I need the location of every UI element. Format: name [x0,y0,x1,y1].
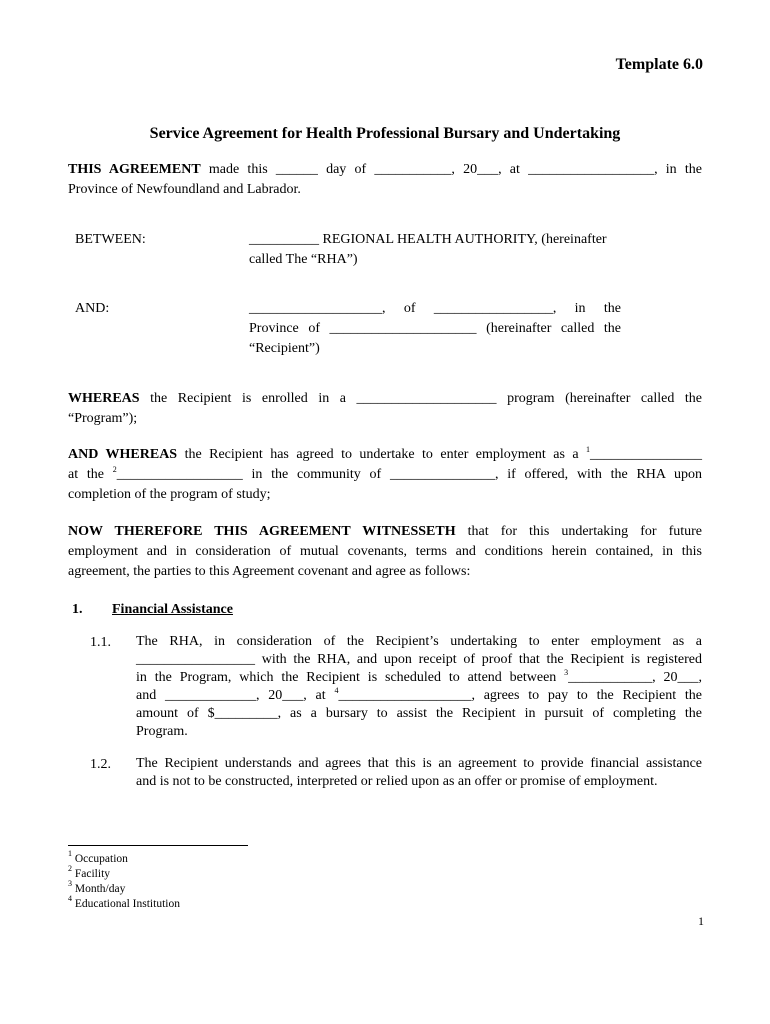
footnotes [68,849,180,912]
clause-1-2-text [136,755,702,791]
footnote-ref-1: 1 [586,445,591,454]
whereas-paragraph [68,389,702,429]
clause-1-1-line-2: _________________ with the RHA, and upon receipt of proof that the Recipient is registered [136,652,702,667]
intro-paragraph [68,160,702,200]
and-whereas-line-2: at the $^2$__________________ in the community of _______________, if offered, with the RHA upon [68,465,702,482]
now-therefore-line-1: NOW THEREFORE THIS AGREEMENT WITNESSETH that for this undertaking for future [68,524,703,539]
section-1-number: 1. [72,602,83,617]
footnote-ref-4: 4 [334,686,339,695]
and-line-1: ___________________, of _________________, in the [249,301,621,316]
whereas-line-1: WHEREAS the Recipient is enrolled in a ____________________ program (hereinafter called the [68,391,702,406]
and-whereas-line-1: AND WHEREAS the Recipient has agreed to undertake to enter employment as a $^1$________________ [68,445,703,462]
footnote-ref-3: 3 [564,668,569,677]
template-label: Template 6.0 [615,56,703,73]
footnote-divider [68,845,248,846]
between-label: BETWEEN: [75,232,146,247]
between-block [249,230,641,270]
between-line-1: __________ REGIONAL HEALTH AUTHORITY, (hereinafter [249,232,607,247]
now-therefore-line-2: employment and in consideration of mutual covenants, terms and conditions herein contained, in this [68,544,702,559]
footnote: $^1$ Occupation [68,849,128,865]
whereas-line-2: “Program”); [68,411,138,426]
clause-1-1-line-6: Program. [136,724,188,739]
document-title: Service Agreement for Health Professional Bursary and Undertaking [149,125,621,142]
clause-1-1-line-5: amount of $_________, as a bursary to assist the Recipient in pursuit of completing the [136,706,702,721]
intro-line-1: THIS AGREEMENT made this ______ day of ___________, 20___, at __________________, in the [68,162,702,177]
whereas-lead: WHEREAS [68,391,140,406]
clause-1-1-line-1: The RHA, in consideration of the Recipient’s undertaking to enter employment as a [136,634,702,649]
intro-line-2: Province of Newfoundland and Labrador. [68,182,301,197]
and-whereas-line-3: completion of the program of study; [68,487,271,502]
and-whereas-lead: AND WHEREAS [68,447,178,462]
clause-1-1-line-4: and _____________, 20___, at $^4$___________________, agrees to pay to the Recipient the [136,686,702,703]
and-whereas-paragraph [68,445,702,505]
and-block [249,299,621,359]
clause-1-1-number: 1.1. [90,635,111,650]
clause-1-1-line-3: in the Program, which the Recipient is scheduled to attend between $^3$____________, 20___, [136,668,703,685]
now-therefore-line-3: agreement, the parties to this Agreement covenant and agree as follows: [68,564,471,579]
footnote: $^4$ Educational Institution [68,894,180,910]
footnote: $^3$ Month/day [68,879,126,895]
clause-1-1-text [136,633,702,741]
footnote-ref-2: 2 [112,465,117,474]
clause-1-2-number: 1.2. [90,757,111,772]
now-therefore-lead: NOW THEREFORE THIS AGREEMENT WITNESSETH [68,524,456,539]
and-line-3: “Recipient”) [249,341,320,356]
between-line-2: called The “RHA”) [249,252,358,267]
and-label: AND: [75,301,110,316]
clause-1-2-line-1: The Recipient understands and agrees that this is an agreement to provide financial assistance [136,756,702,771]
footnote: $^2$ Facility [68,864,111,880]
now-therefore-paragraph [68,522,702,582]
intro-lead: THIS AGREEMENT [68,162,201,177]
section-1-heading: Financial Assistance [112,602,233,617]
clause-1-2-line-2: and is not to be constructed, interpreted or relied upon as an offer or promise of employment. [136,774,658,789]
and-line-2: Province of _____________________ (hereinafter called the [249,321,621,336]
page-number: 1 [698,914,704,928]
